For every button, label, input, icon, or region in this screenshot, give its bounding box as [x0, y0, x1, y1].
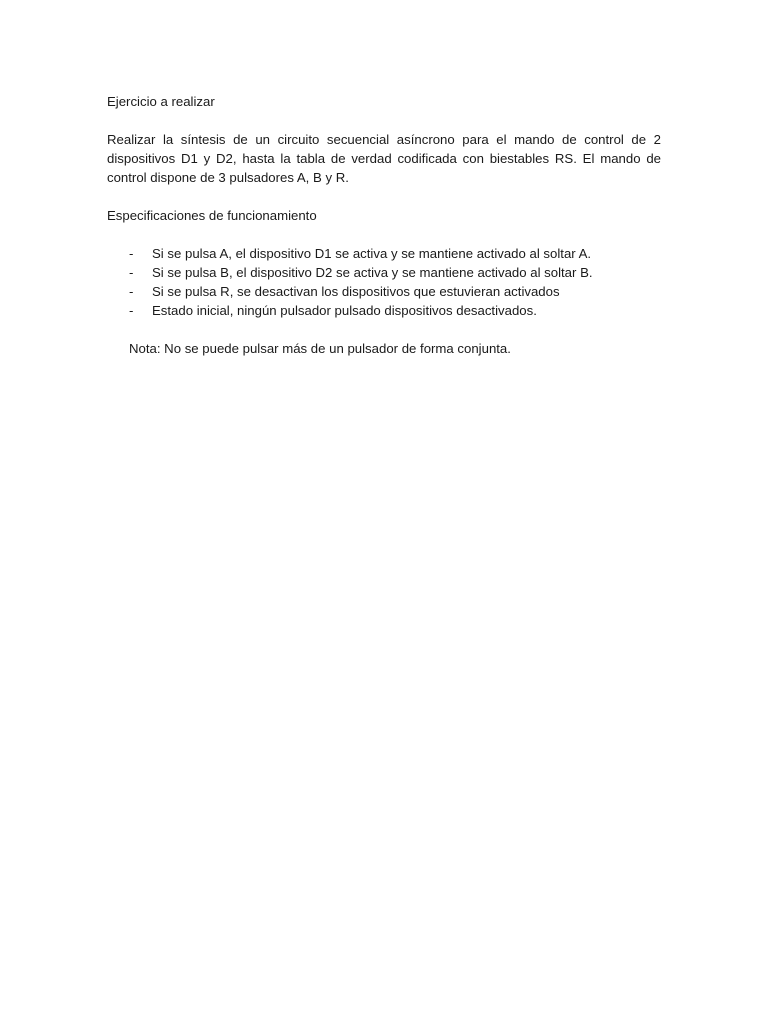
spec-item: [107, 282, 661, 301]
bullet-dash: -: [129, 246, 134, 261]
spec-text: Si se pulsa B, el dispositivo D2 se activa y se mantiene activado al soltar B.: [152, 265, 593, 280]
spec-item: [107, 301, 661, 320]
spec-text: Estado inicial, ningún pulsador pulsado dispositivos desactivados.: [152, 303, 537, 318]
note-text: Nota: No se puede pulsar más de un pulsador de forma conjunta.: [129, 341, 511, 356]
spec-text: Si se pulsa A, el dispositivo D1 se activa y se mantiene activado al soltar A.: [152, 246, 592, 261]
bullet-dash: -: [129, 265, 134, 280]
document-body: [107, 92, 661, 358]
exercise-description: Realizar la síntesis de un circuito secuencial asíncrono para el mando de control de 2 dispositivos D1 y D2, hasta la tabla de verdad codificada con biestables RS. El mando de control dispone de 3 pulsadores A, B y R.: [107, 132, 661, 185]
bullet-dash: -: [129, 303, 134, 318]
spec-item: [107, 263, 661, 282]
specs-heading: Especificaciones de funcionamiento: [107, 208, 317, 223]
specs-list: [107, 244, 661, 320]
spec-item: [107, 244, 661, 263]
spec-text: Si se pulsa R, se desactivan los dispositivos que estuvieran activados: [152, 284, 560, 299]
exercise-title: Ejercicio a realizar: [107, 94, 215, 109]
bullet-dash: -: [129, 284, 134, 299]
